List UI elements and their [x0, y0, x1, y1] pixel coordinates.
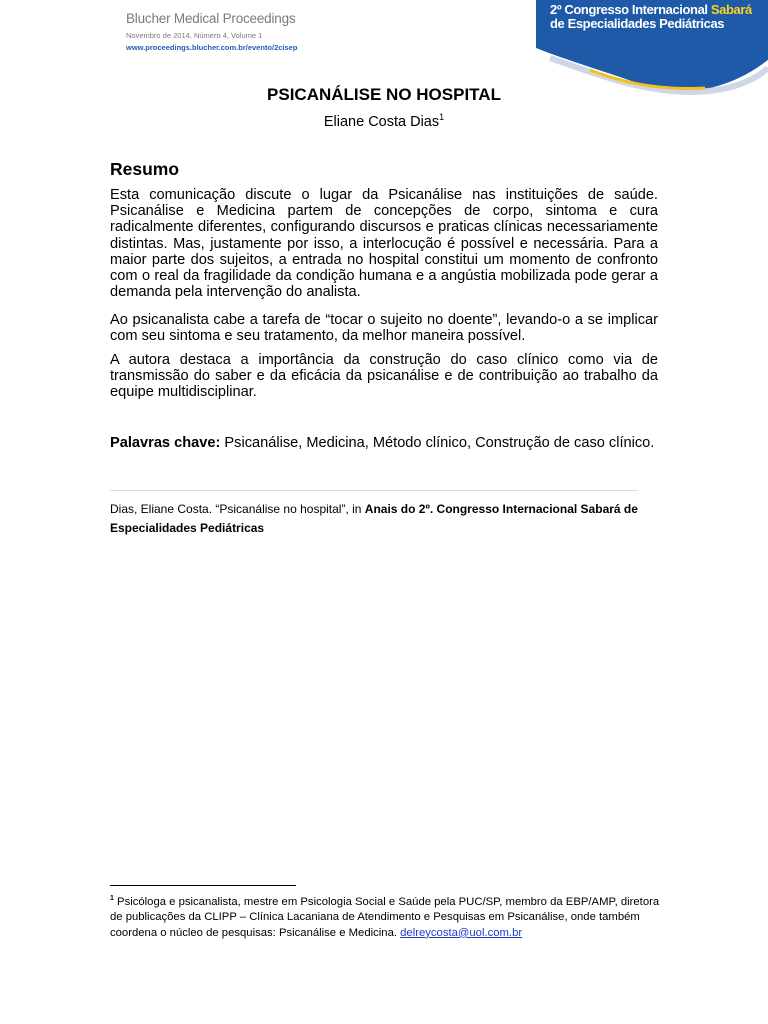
citation-source: Anais do 2º. Congresso Internacional Sabará de Especialidades Pediátricas: [110, 502, 638, 535]
author-footnote-mark: 1: [439, 112, 445, 122]
author-line: [0, 112, 768, 130]
abstract-paragraph-2: Ao psicanalista cabe a tarefa de “tocar o sujeito no doente”, levando-o a se implicar com seu sintoma e seu tratamento, da melhor maneira possível.: [110, 312, 658, 345]
citation-text: Dias, Eliane Costa. “Psicanálise no hospital”, in: [110, 502, 365, 516]
author-name: Eliane Costa Dias: [323, 113, 440, 130]
divider: [110, 490, 638, 491]
banner-line2: de Especialidades Pediátricas: [550, 16, 725, 31]
keywords: [110, 434, 658, 452]
congress-banner: [530, 0, 768, 95]
footnote: [110, 891, 670, 941]
proceedings-url[interactable]: www.proceedings.blucher.com.br/evento/2cisep: [126, 43, 298, 52]
abstract-paragraph-1: Esta comunicação discute o lugar da Psicanálise nas instituições de saúde. Psicanálise e Medicina partem de concepções de corpo, sintoma e cura radicalmente diferentes, configurando discursos e praticas clínicas necessariamente distintas. Mas, justamente por isso, a interlocução é possível e necessária. Para a maior parte dos sujeitos, a entrada no hospital constitui um momento de confronto com o real da fragilidade da condição humana e a angústia mobilizada pode gerar a demanda pela intervenção do analista.: [110, 187, 658, 301]
banner-line1: 2º Congresso Internacional: [550, 2, 708, 17]
footnote-mark: 1: [110, 895, 114, 902]
banner-text: [550, 3, 752, 31]
citation: [110, 500, 670, 538]
keywords-list: Psicanálise, Medicina, Método clínico, Construção de caso clínico.: [224, 435, 655, 451]
footnote-text: Psicóloga e psicanalista, mestre em Psicologia Social e Saúde pela PUC/SP, membro da EBP/AMP, diretora de publicações da CLIPP – Clínica Lacaniana de Atendimento e Pesquisas em Psicanálise, onde também coordena o núcleo de pesquisas: Psicanálise e Medicina.: [110, 895, 660, 939]
article-title: PSICANÁLISE NO HOSPITAL: [267, 85, 501, 104]
banner-sabara: Sabará: [710, 2, 752, 17]
journal-name: Blucher Medical Proceedings: [126, 11, 296, 26]
issue-info: Novembro de 2014, Número 4, Volume 1: [126, 31, 263, 40]
section-heading: Resumo: [110, 159, 180, 179]
footnote-email-link[interactable]: delreycosta@uol.com.br: [400, 926, 523, 939]
keywords-label: Palavras chave:: [110, 435, 221, 451]
abstract-paragraph-3: A autora destaca a importância da construção do caso clínico como via de transmissão do saber e da eficácia da psicanálise e de contribuição ao trabalho da equipe multidisciplinar.: [110, 352, 658, 401]
footnote-rule: [110, 885, 296, 886]
